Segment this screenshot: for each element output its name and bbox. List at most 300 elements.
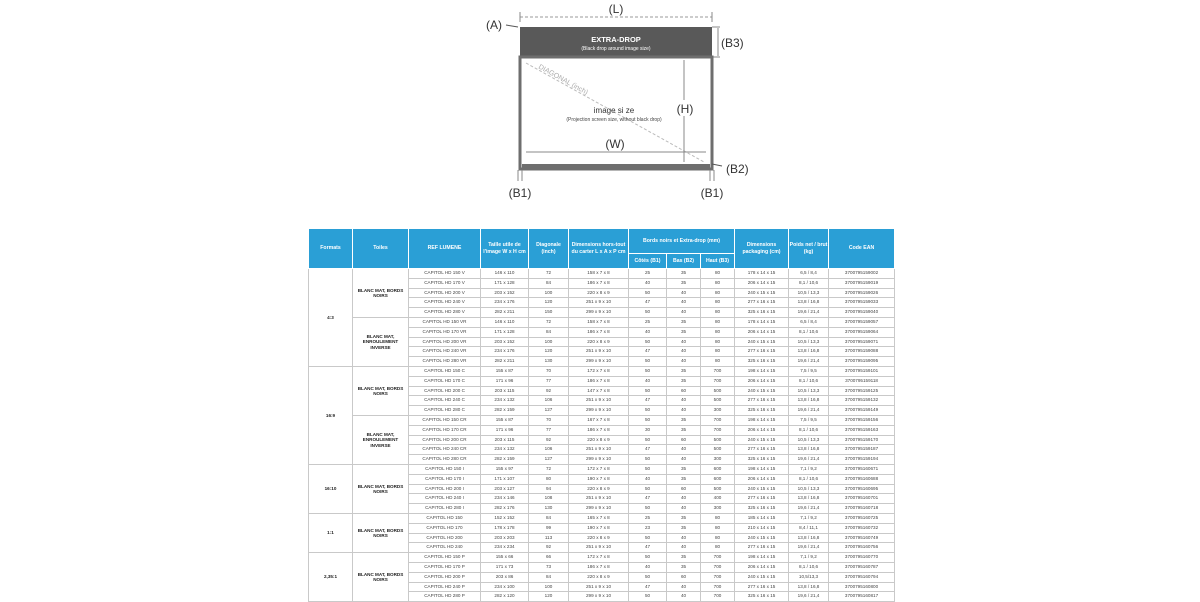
table-cell: 220 x 8 x 9 [569,572,629,582]
table-cell: 3700795159156 [829,415,895,425]
table-cell: 13,8 / 16,8 [789,494,829,504]
table-cell: 73 [529,562,569,572]
table-cell: 50 [629,308,667,318]
table-cell: 25 [629,317,667,327]
table-cell: CAPITOL HD 200 P [409,572,481,582]
table-cell: 40 [667,406,701,416]
table-cell: 146 x 110 [481,269,529,279]
table-cell: 35 [667,415,701,425]
table-cell: CAPITOL HD 200 I [409,484,481,494]
label-B2: (B2) [726,162,749,176]
table-cell: 60 [667,386,701,396]
table-cell: CAPITOL HD 240 V [409,298,481,308]
table-cell: 80 [701,357,735,367]
table-cell: CAPITOL HD 200 V [409,288,481,298]
table-cell: 155 x 66 [481,553,529,563]
table-cell: 100 [529,288,569,298]
table-cell: 8,1 / 10,6 [789,562,829,572]
table-cell: 80 [701,327,735,337]
table-cell: 203 x 152 [481,337,529,347]
table-cell: 35 [667,523,701,533]
table-cell: 7,1 / 9,2 [789,513,829,523]
table-cell: 282 x 159 [481,406,529,416]
table-cell: CAPITOL HD 280 V [409,308,481,318]
table-cell: 240 x 15 x 15 [735,435,789,445]
table-cell: 94 [529,484,569,494]
table-cell: CAPITOL HD 280 I [409,504,481,514]
table-cell: 84 [529,572,569,582]
table-cell: 50 [629,435,667,445]
table-cell: 3700795160725 [829,513,895,523]
table-cell: 13,8 / 16,8 [789,533,829,543]
table-cell: 146 x 110 [481,317,529,327]
table-cell: 700 [701,366,735,376]
table-cell: 10,5 / 13,3 [789,435,829,445]
table-cell: CAPITOL HD 150 C [409,366,481,376]
table-cell: 700 [701,562,735,572]
table-cell: 277 x 16 x 15 [735,582,789,592]
table-cell: 3700795159163 [829,425,895,435]
table-cell: CAPITOL HD 170 P [409,562,481,572]
table-cell: 3700795159057 [829,317,895,327]
table-cell: 77 [529,376,569,386]
table-cell: 3700795159149 [829,406,895,416]
table-cell: 84 [529,278,569,288]
table-cell: 206 x 14 x 15 [735,562,789,572]
toile-cell: BLANC MAT, BORDS NOIRS [353,269,409,318]
table-cell: 80 [701,298,735,308]
table-cell: 299 x 9 x 10 [569,357,629,367]
table-cell: 203 x 203 [481,533,529,543]
label-B3: (B3) [721,36,744,50]
table-cell: 152 x 152 [481,513,529,523]
table-cell: 282 x 159 [481,455,529,465]
table-cell: 203 x 86 [481,572,529,582]
header-bords: Bords noirs et Extra-drop (mm) [629,229,735,254]
table-cell: 50 [629,406,667,416]
table-cell: 3700795159064 [829,327,895,337]
table-cell: 251 x 9 x 10 [569,494,629,504]
table-cell: 203 x 152 [481,288,529,298]
table-cell: 50 [629,415,667,425]
table-cell: 40 [667,337,701,347]
header-formats: Formats [309,229,353,269]
table-cell: CAPITOL HD 200 CR [409,435,481,445]
table-cell: 700 [701,553,735,563]
table-cell: 178 x 178 [481,523,529,533]
table-cell: 171 x 96 [481,425,529,435]
table-cell: 13,8 / 16,8 [789,347,829,357]
table-cell: 240 x 15 x 15 [735,288,789,298]
table-cell: 3700795160695 [829,484,895,494]
table-cell: 3700795160787 [829,562,895,572]
table-cell: 600 [701,464,735,474]
table-cell: 3700795159125 [829,386,895,396]
table-cell: CAPITOL HD 240 [409,543,481,553]
table-cell: CAPITOL HD 150 CR [409,415,481,425]
table-cell: 3700795159187 [829,445,895,455]
table-cell: CAPITOL HD 200 C [409,386,481,396]
toile-cell: BLANC MAT, ENROULEMENT INVERSE [353,415,409,464]
table-cell: 40 [667,504,701,514]
format-cell: 4:3 [309,269,353,367]
table-cell: 35 [667,464,701,474]
table-cell: 7,5 / 9,5 [789,366,829,376]
table-cell: CAPITOL HD 170 [409,523,481,533]
table-cell: 172 x 7 x 8 [569,553,629,563]
format-cell: 16:9 [309,366,353,464]
table-cell: 234 x 176 [481,347,529,357]
table-cell: 7,5 / 9,5 [789,415,829,425]
header-haut: Haut (B3) [701,254,735,269]
table-cell: 206 x 14 x 15 [735,425,789,435]
table-cell: 167 x 7 x 8 [569,415,629,425]
table-cell: 35 [667,269,701,279]
table-cell: 190 x 7 x 8 [569,474,629,484]
table-cell: 240 x 15 x 15 [735,572,789,582]
table-cell: 99 [529,523,569,533]
table-cell: CAPITOL HD 150 [409,513,481,523]
table-cell: 80 [701,523,735,533]
table-cell: 10,5 / 13,3 [789,337,829,347]
table-cell: 50 [629,366,667,376]
table-cell: 150 [529,308,569,318]
table-row [309,415,895,425]
table-cell: 50 [629,357,667,367]
table-cell: 206 x 14 x 15 [735,327,789,337]
table-cell: CAPITOL HD 280 VR [409,357,481,367]
table-cell: 234 x 100 [481,582,529,592]
table-cell: 19,6 / 21,4 [789,504,829,514]
diagonal-label: DIAGONAL (inch) [537,63,589,97]
table-cell: 35 [667,562,701,572]
table-cell: 40 [667,396,701,406]
table-cell: 147 x 7 x 8 [569,386,629,396]
table-cell: 171 x 107 [481,474,529,484]
table-cell: 3700795160770 [829,553,895,563]
table-row [309,464,895,474]
table-cell: 40 [667,308,701,318]
table-cell: 6,5 / 8,4 [789,317,829,327]
image-size-title: image si ze [593,106,635,115]
table-cell: CAPITOL HD 240 C [409,396,481,406]
table-cell: CAPITOL HD 240 CR [409,445,481,455]
table-cell: 84 [529,327,569,337]
table-cell: 3700795160671 [829,464,895,474]
table-cell: 251 x 9 x 10 [569,396,629,406]
table-cell: 300 [701,504,735,514]
table-cell: 77 [529,425,569,435]
table-cell: 35 [667,513,701,523]
table-cell: 19,6 / 21,4 [789,455,829,465]
table-cell: 700 [701,415,735,425]
header-taille: Taille utile de l'image W x H cm [481,229,529,269]
table-cell: 35 [667,366,701,376]
table-cell: 35 [667,317,701,327]
table-cell: 700 [701,572,735,582]
table-cell: 35 [667,278,701,288]
table-cell: 40 [667,582,701,592]
table-cell: 47 [629,298,667,308]
table-cell: 19,6 / 21,4 [789,308,829,318]
table-cell: 40 [667,592,701,602]
table-cell: 13,8 / 16,8 [789,582,829,592]
table-cell: 3700795159019 [829,278,895,288]
table-cell: 240 x 15 x 15 [735,337,789,347]
table-cell: 40 [629,327,667,337]
screen-dimension-diagram [0,0,1200,215]
table-cell: 72 [529,464,569,474]
table-cell: CAPITOL HD 170 V [409,278,481,288]
table-cell: 220 x 8 x 9 [569,533,629,543]
format-cell: 2,35:1 [309,553,353,602]
table-cell: 47 [629,494,667,504]
table-cell: 3700795159088 [829,347,895,357]
table-cell: 178 x 14 x 15 [735,317,789,327]
table-cell: 19,6 / 21,4 [789,592,829,602]
table-cell: 80 [701,513,735,523]
table-cell: 325 x 16 x 15 [735,308,789,318]
table-cell: 234 x 234 [481,543,529,553]
table-cell: 8,1 / 10,6 [789,278,829,288]
table-cell: 13,8 / 16,8 [789,298,829,308]
table-cell: 172 x 7 x 8 [569,366,629,376]
table-cell: 80 [701,269,735,279]
header-diagonale: Diagonale (inch) [529,229,569,269]
toile-cell: BLANC MAT, BORDS NOIRS [353,553,409,602]
table-cell: 3700795160701 [829,494,895,504]
table-row [309,513,895,523]
table-cell: 158 x 7 x 8 [569,317,629,327]
table-cell: CAPITOL HD 170 I [409,474,481,484]
table-cell: 10,5 / 13,3 [789,484,829,494]
table-cell: 325 x 16 x 15 [735,592,789,602]
table-cell: 172 x 7 x 8 [569,464,629,474]
table-cell: 251 x 9 x 10 [569,445,629,455]
table-cell: 108 [529,494,569,504]
table-cell: 47 [629,582,667,592]
table-cell: 100 [529,337,569,347]
table-cell: 277 x 16 x 15 [735,543,789,553]
table-cell: 92 [529,543,569,553]
table-cell: 198 x 14 x 15 [735,464,789,474]
table-cell: 3700795159118 [829,376,895,386]
table-cell: 178 x 14 x 15 [735,269,789,279]
table-cell: 277 x 16 x 15 [735,445,789,455]
table-cell: 3700795159033 [829,298,895,308]
table-cell: 25 [629,513,667,523]
table-cell: 50 [629,464,667,474]
table-cell: 113 [529,533,569,543]
table-cell: 240 x 15 x 15 [735,386,789,396]
table-cell: 35 [667,425,701,435]
label-B1-left: (B1) [508,186,532,200]
table-cell: 80 [701,337,735,347]
table-cell: 500 [701,435,735,445]
table-cell: 127 [529,406,569,416]
table-cell: CAPITOL HD 150 VR [409,317,481,327]
table-cell: 40 [629,562,667,572]
table-cell: 299 x 9 x 10 [569,308,629,318]
table-cell: 3700795160800 [829,582,895,592]
table-cell: 40 [667,533,701,543]
table-cell: 80 [701,278,735,288]
table-cell: 60 [667,435,701,445]
table-cell: 30 [629,425,667,435]
table-cell: 50 [629,504,667,514]
table-cell: 325 x 16 x 15 [735,406,789,416]
table-cell: 8,1 / 10,6 [789,474,829,484]
table-cell: 277 x 16 x 15 [735,494,789,504]
table-cell: 185 x 14 x 15 [735,513,789,523]
table-cell: 7,1 / 9,2 [789,464,829,474]
table-cell: 203 x 115 [481,386,529,396]
table-cell: 35 [667,327,701,337]
table-cell: 198 x 14 x 15 [735,366,789,376]
table-cell: 50 [629,572,667,582]
extra-drop-title: EXTRA-DROP [591,35,641,44]
table-cell: 234 x 176 [481,298,529,308]
table-cell: 206 x 14 x 15 [735,278,789,288]
table-cell: 600 [701,474,735,484]
table-cell: 186 x 7 x 8 [569,562,629,572]
table-cell: 500 [701,445,735,455]
table-cell: 35 [667,376,701,386]
format-cell: 16:10 [309,464,353,513]
table-cell: 106 [529,445,569,455]
table-cell: 80 [701,543,735,553]
table-cell: CAPITOL HD 170 CR [409,425,481,435]
table-cell: 220 x 8 x 9 [569,435,629,445]
table-cell: 13,8 / 16,8 [789,445,829,455]
table-cell: 50 [629,592,667,602]
table-cell: 40 [667,357,701,367]
table-cell: 203 x 127 [481,484,529,494]
table-cell: 171 x 96 [481,376,529,386]
table-cell: 3700795160794 [829,572,895,582]
table-cell: 6,5 / 8,4 [789,269,829,279]
table-cell: 130 [529,357,569,367]
table-cell: 19,6 / 21,4 [789,357,829,367]
table-cell: CAPITOL HD 280 C [409,406,481,416]
table-cell: 3700795160688 [829,474,895,484]
table-cell: 40 [667,445,701,455]
table-cell: 3700795159071 [829,337,895,347]
table-row [309,269,895,279]
table-cell: 19,6 / 21,4 [789,543,829,553]
table-cell: 299 x 9 x 10 [569,504,629,514]
table-cell: 50 [629,288,667,298]
table-cell: 10,5 / 13,3 [789,288,829,298]
table-cell: 186 x 7 x 8 [569,278,629,288]
table-cell: 47 [629,543,667,553]
table-cell: CAPITOL HD 170 C [409,376,481,386]
table-cell: CAPITOL HD 240 P [409,582,481,592]
table-cell: 186 x 7 x 8 [569,327,629,337]
toile-cell: BLANC MAT, BORDS NOIRS [353,366,409,415]
table-cell: 60 [667,484,701,494]
table-cell: CAPITOL HD 150 I [409,464,481,474]
table-cell: 240 x 15 x 15 [735,484,789,494]
label-W: (W) [605,137,625,151]
table-cell: CAPITOL HD 170 VR [409,327,481,337]
table-cell: 3700795159026 [829,288,895,298]
table-cell: 35 [667,553,701,563]
table-cell: 234 x 146 [481,494,529,504]
table-cell: 500 [701,484,735,494]
table-cell: 127 [529,455,569,465]
table-cell: 19,6 / 21,4 [789,406,829,416]
table-cell: 92 [529,386,569,396]
table-cell: 300 [701,455,735,465]
table-cell: CAPITOL HD 150 V [409,269,481,279]
table-cell: 282 x 120 [481,592,529,602]
table-cell: 80 [701,317,735,327]
table-cell: 40 [667,494,701,504]
table-cell: 40 [667,543,701,553]
label-L: (L) [608,2,624,16]
toile-cell: BLANC MAT, ENROULEMENT INVERSE [353,317,409,366]
table-cell: 3700795159002 [829,269,895,279]
table-cell: 186 x 7 x 8 [569,376,629,386]
table-cell: 7,1 / 9,2 [789,553,829,563]
table-cell: 47 [629,347,667,357]
table-cell: 3700795159194 [829,455,895,465]
table-cell: 500 [701,386,735,396]
label-H: (H) [676,102,694,116]
table-cell: 3700795160749 [829,533,895,543]
table-cell: 50 [629,484,667,494]
table-cell: 220 x 8 x 9 [569,484,629,494]
table-cell: 220 x 8 x 9 [569,288,629,298]
table-cell: 282 x 176 [481,504,529,514]
table-cell: 47 [629,445,667,455]
table-cell: 155 x 97 [481,464,529,474]
table-cell: 130 [529,504,569,514]
table-cell: 50 [629,337,667,347]
table-cell: 282 x 211 [481,357,529,367]
table-cell: CAPITOL HD 280 CR [409,455,481,465]
table-cell: 251 x 9 x 10 [569,543,629,553]
table-cell: 50 [629,386,667,396]
table-cell: 165 x 7 x 8 [569,513,629,523]
table-cell: 70 [529,366,569,376]
table-cell: 3700795160718 [829,504,895,514]
table-cell: 299 x 9 x 10 [569,592,629,602]
table-cell: 190 x 7 x 8 [569,523,629,533]
table-cell: 80 [529,474,569,484]
header-ean: Code EAN [829,229,895,269]
table-cell: 171 x 128 [481,278,529,288]
table-cell: 210 x 14 x 15 [735,523,789,533]
table-cell: 3700795160756 [829,543,895,553]
table-cell: 8,4 / 11,1 [789,523,829,533]
table-cell: 220 x 8 x 9 [569,337,629,347]
table-cell: 251 x 9 x 10 [569,347,629,357]
table-cell: 13,8 / 16,8 [789,396,829,406]
table-cell: 240 x 15 x 15 [735,533,789,543]
table-cell: 700 [701,425,735,435]
table-cell: CAPITOL HD 150 P [409,553,481,563]
table-cell: 500 [701,396,735,406]
header-toiles: Toiles [353,229,409,269]
table-cell: 8,1 / 10,6 [789,376,829,386]
table-cell: 700 [701,376,735,386]
table-cell: 155 x 87 [481,415,529,425]
format-cell: 1:1 [309,513,353,552]
image-size-subtitle: (Projection screen size, without black drop) [566,117,662,123]
table-cell: 92 [529,435,569,445]
